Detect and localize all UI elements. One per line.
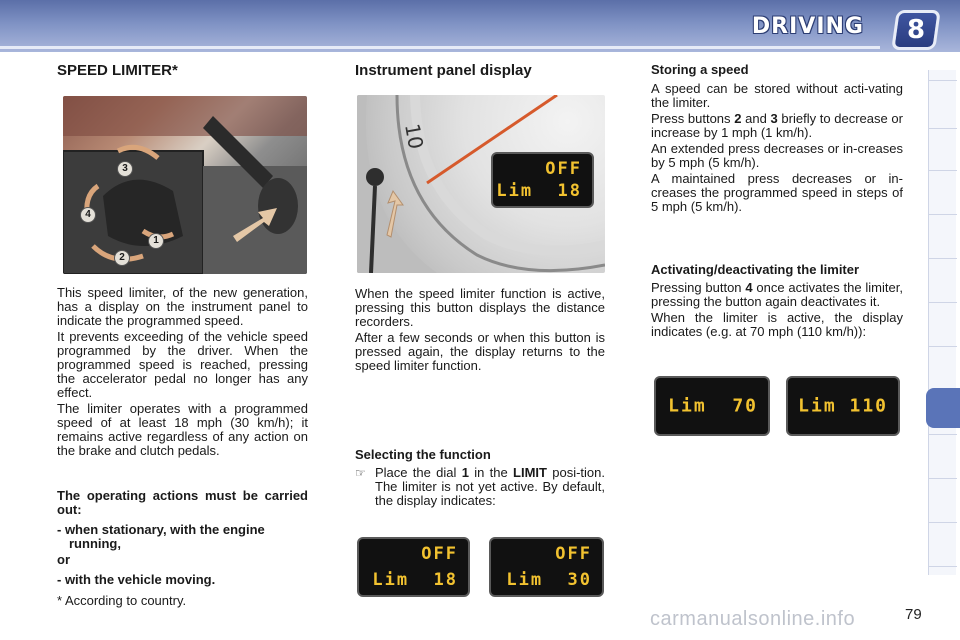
operating-actions (57, 489, 308, 587)
activating-press-a: Pressing button (651, 280, 742, 295)
column-instrument-panel (355, 60, 605, 80)
activating-heading: Activating/deactivating the limiter (651, 262, 860, 277)
paragraph-distance-recorders: When the speed limiter function is active, pressing this button displays the distance recorders. (355, 286, 605, 329)
chapter-tab-rail (928, 70, 956, 575)
callout-1: 1 (148, 233, 164, 249)
lcd-line-limit: Lim 110 (798, 395, 888, 417)
operating-or: or (57, 552, 70, 567)
storing-heading: Storing a speed (651, 62, 749, 77)
section-title-speed-limiter: SPEED LIMITER* (57, 62, 178, 79)
storing-paragraph-maintained: A maintained press decreases or in-creases the programmed speed in steps of 5 mph (5 km/h). (651, 171, 903, 214)
callout-2: 2 (114, 250, 130, 266)
activating-press-b: once activates the limiter, pressing the button again deactivates it. (651, 280, 903, 309)
stalk-illustration (63, 96, 307, 274)
lcd-line-limit: Lim 18 (496, 181, 582, 201)
lcd-line-limit: Lim 70 (668, 395, 758, 417)
selecting-instruction (355, 466, 605, 510)
operating-item-moving: - with the vehicle moving. (57, 572, 216, 587)
dial-number: 1 (461, 465, 469, 480)
chapter-title: DRIVING (751, 14, 864, 39)
paragraph-prevents: It prevents exceeding of the vehicle speed programmed by the driver. When the programmed speed is reached, pressing the accelerator pedal no longer has any effect. (57, 329, 308, 400)
paragraph-returns: After a few seconds or when this button is pressed again, the display returns to the speed limiter function. (355, 330, 605, 373)
activating-section (651, 262, 903, 341)
limit-word: LIMIT (513, 465, 547, 480)
lcd-limit-70 (654, 376, 770, 436)
speed-limiter-body (57, 286, 308, 460)
selecting-text-c: posi-tion. The limiter is not yet active. By default, the display indicates: (375, 465, 605, 508)
page-number: 79 (905, 606, 922, 623)
operating-item-stationary: - when stationary, with the engine running, (57, 522, 265, 551)
lcd-line-limit: Lim 30 (506, 570, 592, 590)
svg-text:10: 10 (400, 121, 429, 151)
selecting-function (355, 447, 605, 510)
button-2-ref: 2 (734, 111, 742, 126)
column-storing-speed (651, 62, 903, 216)
callout-3: 3 (117, 161, 133, 177)
storing-paragraph-extended: An extended press decreases or in-creases by 5 mph (5 km/h). (651, 141, 903, 170)
lcd-line-limit: Lim 18 (372, 570, 458, 590)
footnote: * According to country. (57, 593, 187, 608)
selecting-heading: Selecting the function (355, 447, 491, 462)
lcd-default-18 (357, 537, 470, 597)
lcd-default-30 (489, 537, 604, 597)
selecting-text (375, 466, 605, 508)
chapter-number: 8 (906, 15, 926, 45)
selecting-text-b: in the (474, 465, 508, 480)
callout-4: 4 (80, 207, 96, 223)
storing-press-b: briefly to decrease or increase by 1 mph (1 km/h). (651, 111, 903, 140)
storing-press-and: and (745, 111, 767, 126)
operating-intro: The operating actions must be carried out: (57, 488, 308, 517)
instrument-panel-body (355, 287, 605, 375)
storing-paragraph-press (651, 112, 903, 140)
section-title-instrument-panel: Instrument panel display (355, 62, 532, 79)
storing-press-a: Press buttons (651, 111, 731, 126)
lcd-limit-110 (786, 376, 900, 436)
storing-paragraph-without: A speed can be stored without acti-vating the limiter. (651, 81, 903, 110)
button-3-ref: 3 (770, 111, 778, 126)
activating-paragraph-press (651, 281, 903, 309)
paragraph-operates: The limiter operates with a programmed speed of at least 18 mph (30 km/h); it remains active regardless of any action on the brake and clutch pedals. (57, 401, 308, 458)
lcd-line-off: OFF (421, 544, 458, 564)
footer-watermark: carmanualsonline.info (650, 608, 856, 630)
column-speed-limiter (57, 60, 308, 80)
hand-pointer-icon: ☞ (355, 466, 366, 480)
lcd-line-off: OFF (555, 544, 592, 564)
chapter-tab-active[interactable] (926, 388, 960, 428)
header-rule (0, 46, 880, 49)
lcd-instrument-panel (491, 152, 594, 208)
steering-stalk-photo (63, 96, 307, 274)
selecting-text-a: Place the dial (375, 465, 457, 480)
chapter-number-badge (891, 10, 941, 50)
paragraph-intro: This speed limiter, of the new generation, has a display on the instrument panel to indicate the programmed speed. (57, 285, 308, 328)
activating-paragraph-display: When the limiter is active, the display indicates (e.g. at 70 mph (110 km/h)): (651, 310, 903, 339)
button-4-ref: 4 (745, 280, 753, 295)
lcd-line-off: OFF (545, 159, 582, 179)
